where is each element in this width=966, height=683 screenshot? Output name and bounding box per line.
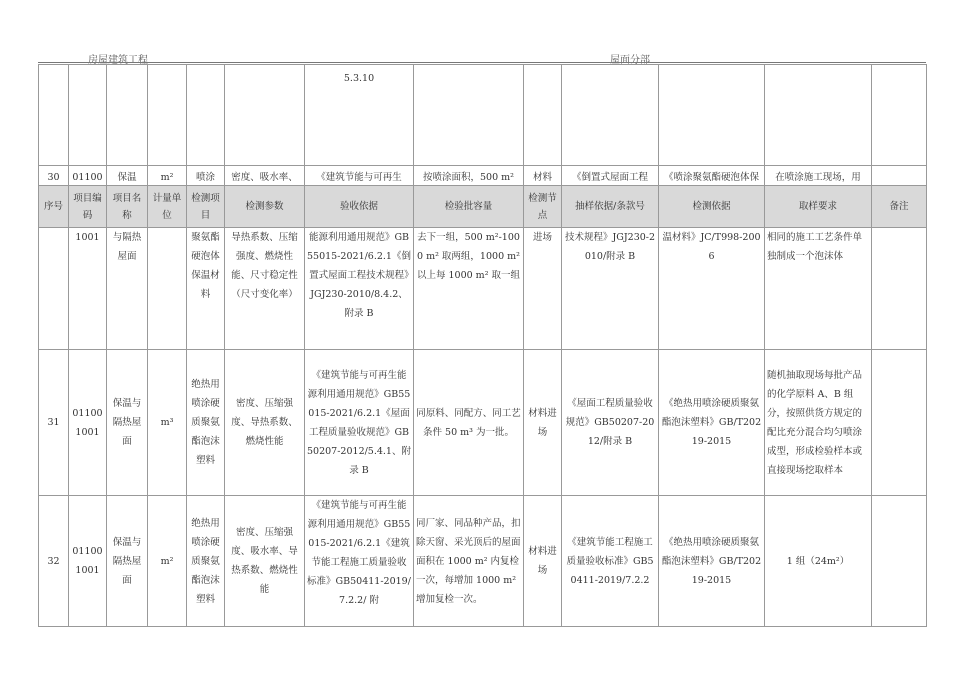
cell-basis: 《建筑节能与可再生能源利用通用规范》GB55015-2021/6.2.1《建筑节能工程施工质量验收标准》GB50411-2019/7.2.2/ 附 <box>305 496 414 627</box>
cell-requirement: 随机抽取现场每批产品的化学原料 A、B 组分，按照供货方规定的配比充分混合均匀喷涂成型，形成检验样本或直接现场挖取样本 <box>765 350 872 496</box>
col-remark: 备注 <box>872 186 927 228</box>
cell-seq: 32 <box>39 496 69 627</box>
cell-node: 材料进场 <box>524 350 562 496</box>
cell-node: 材料 <box>524 166 562 186</box>
cell-sampling: 《建筑节能工程施工质量验收标准》GB50411-2019/7.2.2 <box>562 496 659 627</box>
cell-name: 保温与隔热屋面 <box>107 496 148 627</box>
cell-sampling: 技术规程》JGJ230-2010/附录 B <box>562 228 659 350</box>
col-batch: 检验批容量 <box>414 186 524 228</box>
table-row <box>39 496 927 627</box>
cell-basis: 能源利用通用规范》GB55015-2021/6.2.1《倒置式屋面工程技术规程》JGJ230-2010/8.4.2、附录 B <box>305 228 414 350</box>
col-sampling: 抽样依据/条款号 <box>562 186 659 228</box>
cell-sampling: 《屋面工程质量验收规范》GB50207-2012/附录 B <box>562 350 659 496</box>
cell-name: 与隔热屋面 <box>107 228 148 350</box>
cell-name: 保温与隔热屋面 <box>107 350 148 496</box>
header-rule <box>38 62 926 63</box>
cell-batch: 同厂家、同品种产品，扣除天窗、采光顶后的屋面面积在 1000 m² 内复检一次，每增加 1000 m² 增加复检一次。 <box>414 496 524 627</box>
cell-unit: m² <box>148 166 187 186</box>
cell-unit: m³ <box>148 350 187 496</box>
cell-test-basis: 《绝热用喷涂硬质聚氨酯泡沫塑料》GB/T20219-2015 <box>659 350 765 496</box>
cell-params: 密度、吸水率、 <box>225 166 305 186</box>
cell-node: 进场 <box>524 228 562 350</box>
table-row <box>39 65 927 166</box>
cell-node: 材料进场 <box>524 496 562 627</box>
cell-basis: 《建筑节能与可再生 <box>305 166 414 186</box>
col-test-basis: 检测依据 <box>659 186 765 228</box>
table-row <box>39 166 927 186</box>
header-left-title: 房屋建筑工程 <box>88 55 148 66</box>
cell-name: 保温 <box>107 166 148 186</box>
col-code: 项目编码 <box>69 186 107 228</box>
inspection-table <box>38 64 927 627</box>
col-basis: 验收依据 <box>305 186 414 228</box>
cell-code: 01100 1001 <box>69 350 107 496</box>
cell-item: 聚氨酯硬泡体保温材料 <box>187 228 225 350</box>
cell-batch: 去下一组，500 m²-1000 m² 取两组，1000 m² 以上每 1000 m² 取一组 <box>414 228 524 350</box>
col-seq: 序号 <box>39 186 69 228</box>
cell-code: 01100 1001 <box>69 496 107 627</box>
col-unit: 计量单位 <box>148 186 187 228</box>
cell-sampling: 《倒置式屋面工程 <box>562 166 659 186</box>
cell-code: 01100 <box>69 166 107 186</box>
cell-seq: 31 <box>39 350 69 496</box>
cell-batch: 同原料、同配方、同工艺条件 50 m³ 为一批。 <box>414 350 524 496</box>
cell-item: 绝热用喷涂硬质聚氨酯泡沫塑料 <box>187 350 225 496</box>
col-item: 检测项目 <box>187 186 225 228</box>
table-row <box>39 228 927 350</box>
cell-requirement: 相同的施工工艺条件单独制成一个泡沫体 <box>765 228 872 350</box>
cell-requirement: 在喷涂施工现场，用 <box>765 166 872 186</box>
cell-unit: m² <box>148 496 187 627</box>
col-params: 检测参数 <box>225 186 305 228</box>
cell-params: 导热系数、压缩强度、燃烧性能、尺寸稳定性（尺寸变化率） <box>225 228 305 350</box>
cell-seq: 30 <box>39 166 69 186</box>
cell-basis: 5.3.10 <box>305 65 414 166</box>
table-row <box>39 350 927 496</box>
col-node: 检测节点 <box>524 186 562 228</box>
cell-test-basis: 温材料》JC/T998-2006 <box>659 228 765 350</box>
header-right-title: 屋面分部 <box>610 55 650 66</box>
cell-item: 绝热用喷涂硬质聚氨酯泡沫塑料 <box>187 496 225 627</box>
cell-code: 1001 <box>69 228 107 350</box>
cell-params: 密度、压缩强度、吸水率、导热系数、燃烧性能 <box>225 496 305 627</box>
cell-requirement: 1 组（24m²） <box>765 496 872 627</box>
table-header-row <box>39 186 927 228</box>
col-name: 项目名称 <box>107 186 148 228</box>
col-requirement: 取样要求 <box>765 186 872 228</box>
cell-params: 密度、压缩强度、导热系数、燃烧性能 <box>225 350 305 496</box>
cell-basis: 《建筑节能与可再生能源利用通用规范》GB55015-2021/6.2.1《屋面工程质量验收规范》GB50207-2012/5.4.1、附录 B <box>305 350 414 496</box>
cell-test-basis: 《喷涂聚氨酯硬泡体保 <box>659 166 765 186</box>
cell-test-basis: 《绝热用喷涂硬质聚氨酯泡沫塑料》GB/T20219-2015 <box>659 496 765 627</box>
cell-batch: 按喷涂面积，500 m² <box>414 166 524 186</box>
cell-item: 喷涂 <box>187 166 225 186</box>
